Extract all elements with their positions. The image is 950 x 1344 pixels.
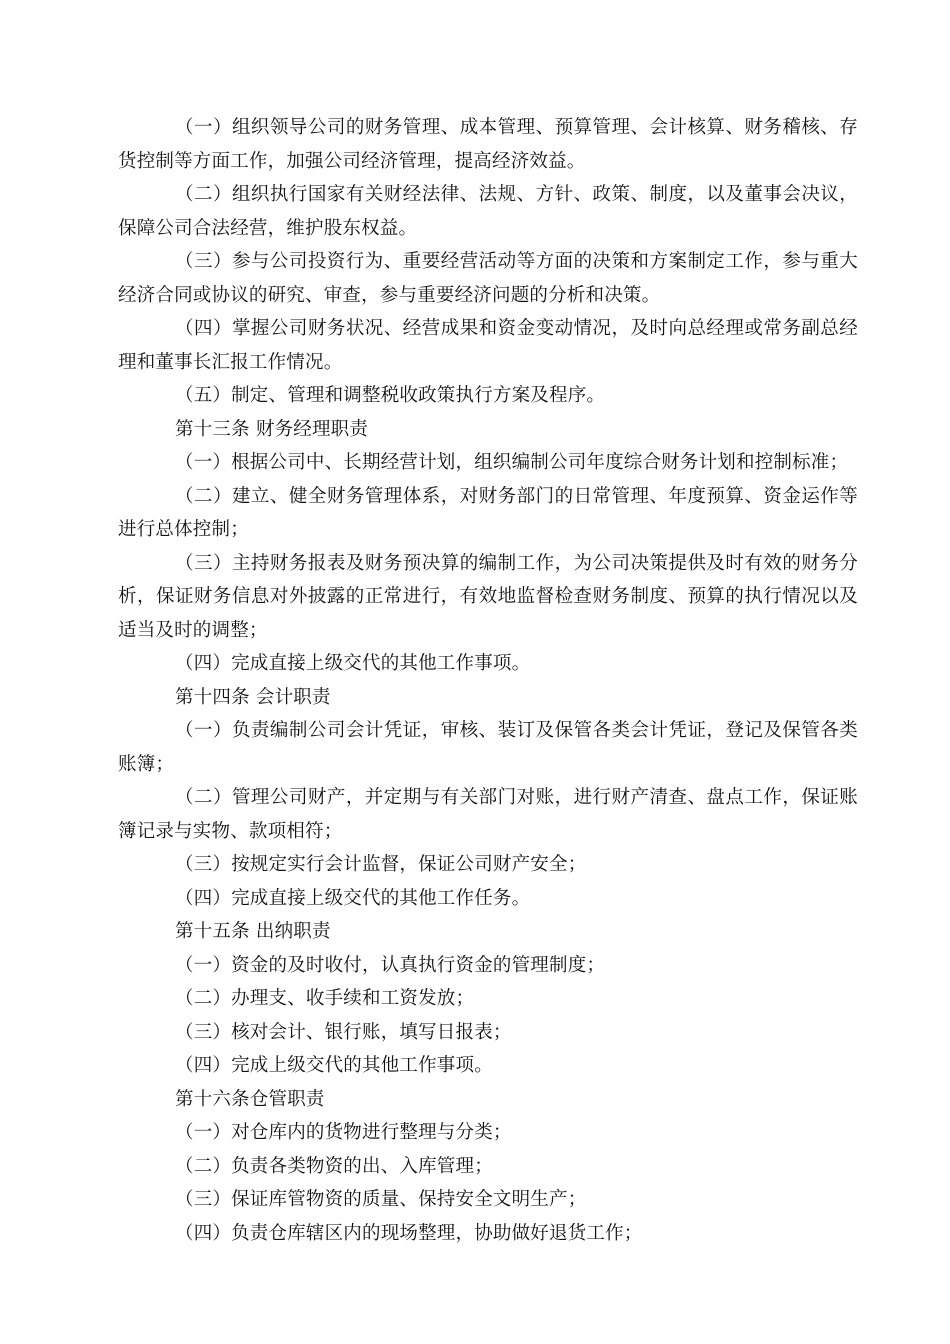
paragraph: （三）保证库管物资的质量、保持安全文明生产； — [175, 1189, 587, 1210]
paragraph: （二）负责各类物资的出、入库管理； — [175, 1155, 493, 1177]
paragraph: （一）根据公司中、长期经营计划，组织编制公司年度综合财务计划和控制标准； — [175, 452, 849, 473]
paragraph: （三）主持财务报表及财务预决算的编制工作，为公司决策提供及时有效的财务分析，保证财务信息对外披露的正常进行，有效地监督检查财务制度、预算的执行情况以及适当及时的调整； — [118, 552, 858, 641]
article-heading: 第十三条 财务经理职责 — [175, 418, 369, 440]
article-heading: 第十五条 出纳职责 — [175, 921, 331, 942]
article-heading: 第十六条仓管职责 — [175, 1088, 325, 1110]
paragraph: （二）组织执行国家有关财经法律、法规、方针、政策、制度，以及董事会决议，保障公司合法经营，维护股东权益。 — [118, 184, 858, 239]
paragraph: （二）管理公司财产，并定期与有关部门对账，进行财产清查、盘点工作，保证账簿记录与实物、款项相符； — [118, 787, 858, 842]
paragraph: （四）负责仓库辖区内的现场整理，协助做好退货工作； — [175, 1222, 643, 1244]
paragraph: （四）完成直接上级交代的其他工作事项。 — [175, 653, 531, 674]
paragraph: （二）办理支、收手续和工资发放； — [175, 988, 475, 1009]
paragraph: （一）组织领导公司的财务管理、成本管理、预算管理、会计核算、财务稽核、存货控制等方面工作，加强公司经济管理，提高经济效益。 — [118, 117, 858, 172]
paragraph: （三）核对会计、银行账，填写日报表； — [175, 1021, 512, 1043]
paragraph: （一）对仓库内的货物进行整理与分类； — [175, 1122, 512, 1143]
paragraph: （一）负责编制公司会计凭证，审核、装订及保管各类会计凭证，登记及保管各类账簿； — [118, 720, 858, 775]
paragraph: （三）按规定实行会计监督，保证公司财产安全； — [175, 854, 587, 875]
paragraph: （四）掌握公司财务状况、经营成果和资金变动情况，及时向总经理或常务副总经理和董事长汇报工作情况。 — [118, 318, 858, 373]
article-heading: 第十四条 会计职责 — [175, 686, 331, 708]
paragraph: （四）完成上级交代的其他工作事项。 — [175, 1055, 493, 1076]
paragraph: （四）完成直接上级交代的其他工作任务。 — [175, 887, 531, 909]
paragraph: （三）参与公司投资行为、重要经营活动等方面的决策和方案制定工作，参与重大经济合同或协议的研究、审查，参与重要经济问题的分析和决策。 — [118, 251, 858, 306]
paragraph: （一）资金的及时收付，认真执行资金的管理制度； — [175, 954, 606, 976]
paragraph: （五）制定、管理和调整税收政策执行方案及程序。 — [175, 385, 606, 406]
paragraph: （二）建立、健全财务管理体系，对财务部门的日常管理、年度预算、资金运作等进行总体控制； — [118, 485, 858, 540]
document-body — [118, 111, 858, 1250]
